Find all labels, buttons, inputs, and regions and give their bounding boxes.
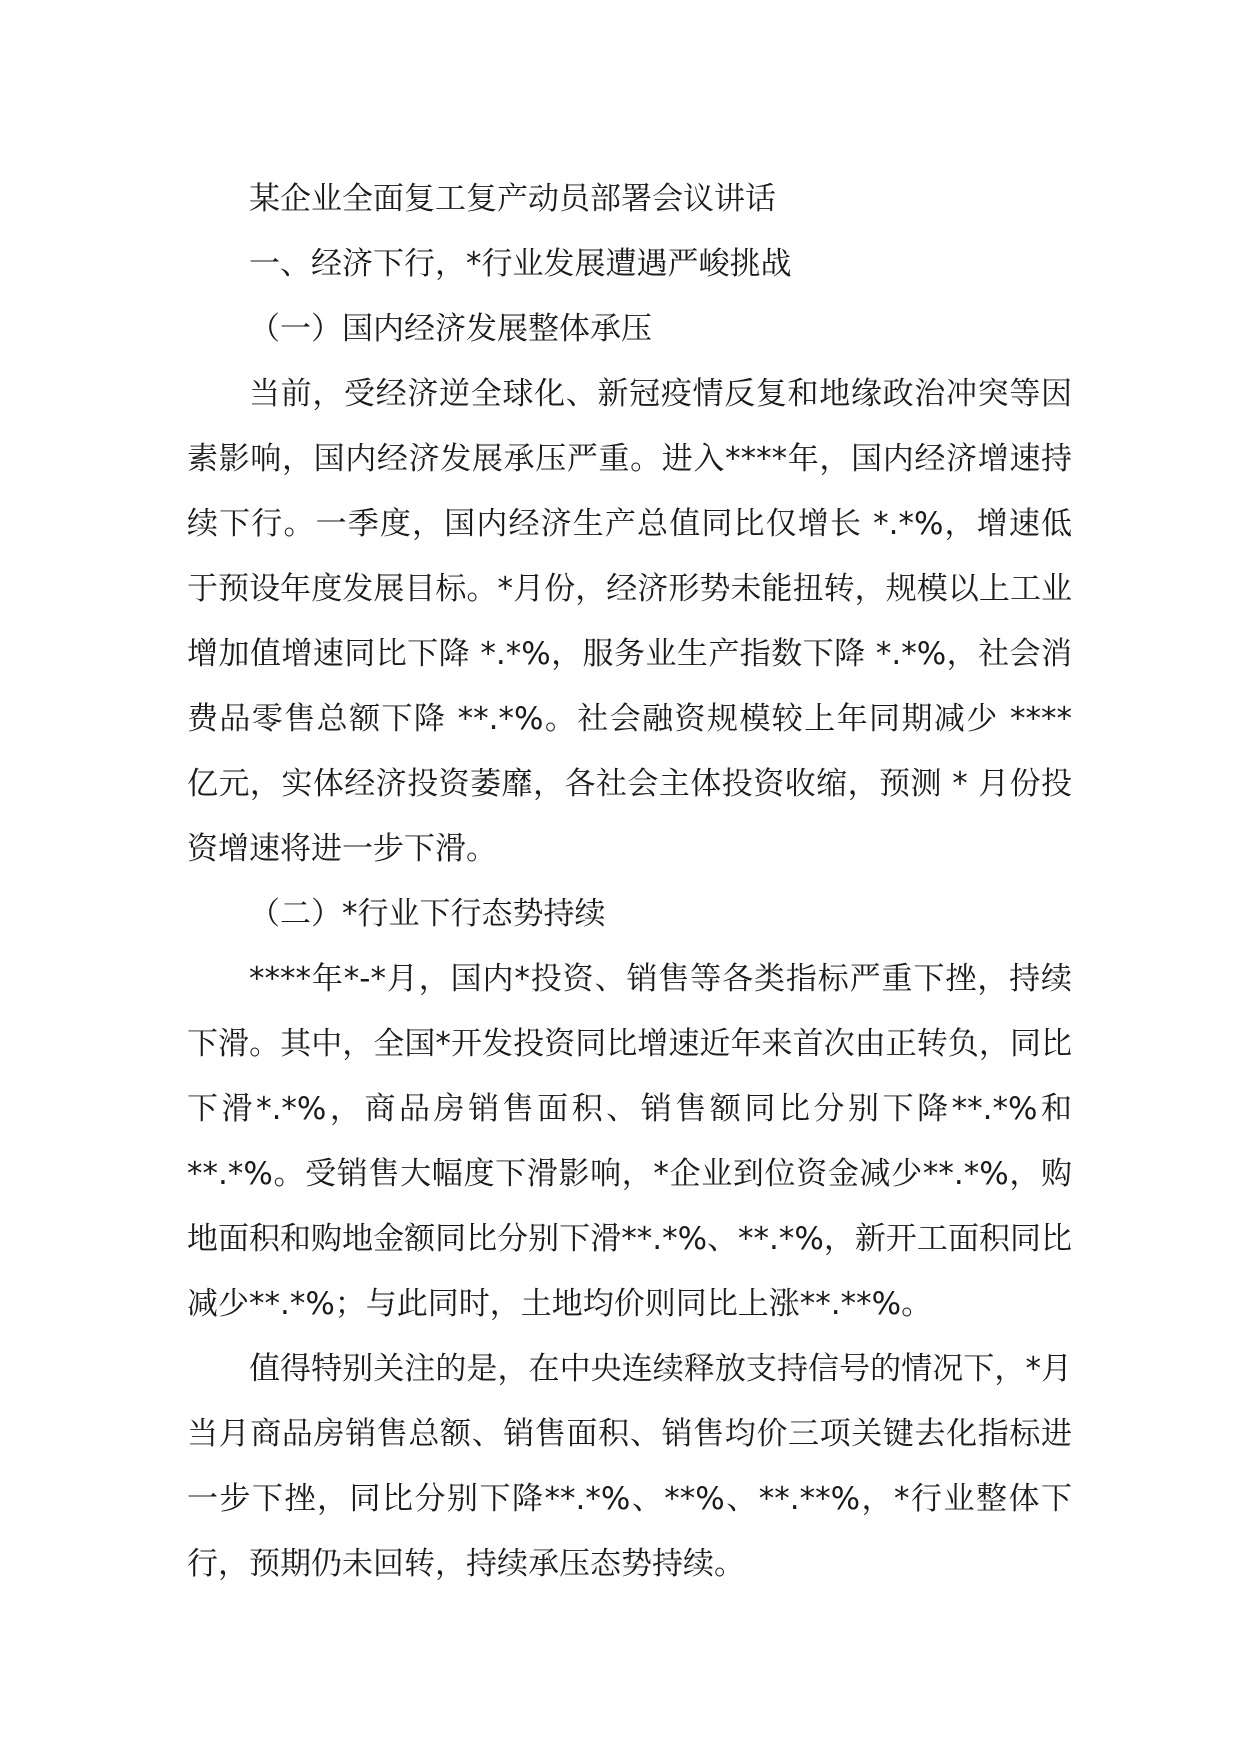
subsection-heading: （一）国内经济发展整体承压 [249,311,652,347]
subsection-heading: （二）*行业下行态势持续 [249,896,606,932]
document-page [187,167,1072,1597]
body-paragraph: ****年*-*月，国内*投资、销售等各类指标严重下挫，持续下滑。其中，全国*开发投资同比增速近年来首次由正转负，同比下滑*.*%，商品房销售面积、销售额同比分别下降**.*%和**.*%。受销售大幅度下滑影响，*企业到位资金减少**.*%，购地面积和购地金额同比分别下滑**.*%、**.*%，新开工面积同比减少**.*%；与此同时，土地均价则同比上涨**.**%。 [187,961,1072,1322]
body-paragraph: 当前，受经济逆全球化、新冠疫情反复和地缘政治冲突等因素影响，国内经济发展承压严重。进入****年，国内经济增速持续下行。一季度，国内经济生产总值同比仅增长 *.*%，增速低于预设年度发展目标。*月份，经济形势未能扭转，规模以上工业增加值增速同比下降 *.*%，服务业生产指数下降 *.*%，社会消费品零售总额下降 **.*%。社会融资规模较上年同期减少 **** 亿元，实体经济投资萎靡，各社会主体投资收缩，预测 * 月份投资增速将进一步下滑。 [187,376,1072,867]
body-paragraph: 值得特别关注的是，在中央连续释放支持信号的情况下，*月当月商品房销售总额、销售面积、销售均价三项关键去化指标进一步下挫，同比分别下降**.*%、**%、**.**%，*行业整体下行，预期仍未回转，持续承压态势持续。 [187,1351,1072,1582]
document-title: 某企业全面复工复产动员部署会议讲话 [249,181,776,217]
section-heading: 一、经济下行，*行业发展遭遇严峻挑战 [249,246,792,282]
